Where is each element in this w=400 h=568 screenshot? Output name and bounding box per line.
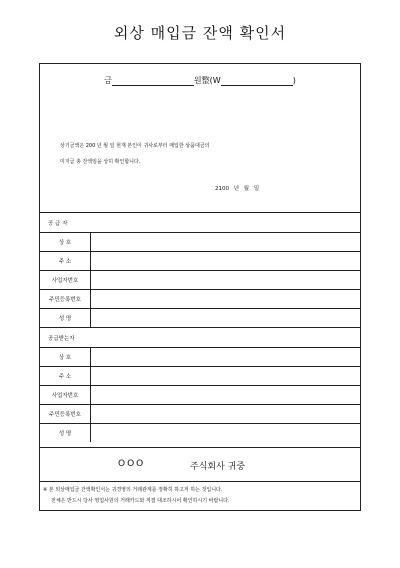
receiver-row-company[interactable]: [40, 347, 360, 366]
supplier-label-name: 성 명: [40, 309, 91, 327]
amount-prefix: 금: [104, 76, 112, 85]
receiver-row-bizno[interactable]: [40, 385, 360, 404]
receiver-label-bizno: 사업자번호: [40, 386, 91, 404]
supplier-value-name[interactable]: [91, 309, 360, 327]
notice-line-2: 전체은 반드시 당사 영업사원의 거래카드와 직접 대조하시어 확인하시기 바랍니다.: [51, 498, 230, 504]
supplier-label-address: 주 소: [40, 252, 91, 270]
receiver-label-address: 주 소: [40, 367, 91, 385]
recipient-company: 주식회사 귀중: [190, 462, 246, 472]
supplier-row-bizno[interactable]: [40, 270, 360, 289]
receiver-label-company: 상 호: [40, 348, 91, 366]
receiver-row-name[interactable]: [40, 423, 360, 442]
supplier-label-company: 상 호: [40, 233, 91, 251]
document-title: 외상 매입금 잔액 확인서: [113, 24, 287, 42]
supplier-value-company[interactable]: [91, 233, 360, 251]
statement-line-2: 미지급 총 잔액임을 상히 확인합니다.: [60, 159, 141, 165]
receiver-value-company[interactable]: [91, 348, 360, 366]
receiver-label-rrn: 주민등록번호: [40, 405, 91, 423]
receiver-value-bizno[interactable]: [91, 386, 360, 404]
supplier-value-rrn[interactable]: [91, 290, 360, 308]
supplier-row-name[interactable]: [40, 308, 360, 327]
supplier-heading: 공 급 자: [40, 212, 360, 232]
supplier-label-rrn: 주민등록번호: [40, 290, 91, 308]
supplier-label-bizno: 사업자번호: [40, 271, 91, 289]
receiver-row-address[interactable]: [40, 366, 360, 385]
amount-blank-korean[interactable]: [112, 77, 194, 86]
receiver-row-rrn[interactable]: [40, 404, 360, 423]
amount-suffix: ): [292, 76, 296, 85]
supplier-row-rrn[interactable]: [40, 289, 360, 308]
notice-box: [40, 481, 360, 512]
receiver-label-name: 성 명: [40, 424, 91, 442]
supplier-row-address[interactable]: [40, 251, 360, 270]
recipient-name: OOO: [118, 459, 146, 469]
receiver-value-name[interactable]: [91, 424, 360, 442]
signature-row: [40, 447, 360, 481]
amount-blank-numeric[interactable]: [221, 77, 293, 86]
issue-date: 2100 년 월 일: [215, 186, 260, 192]
receiver-heading: 공급받는자: [40, 327, 360, 347]
amount-line: [40, 75, 360, 86]
notice-line-1: ※ 본 외상매입금 잔액확인서는 귀경영의 거래관계를 정확히 하고저 하는 것입니다.: [43, 487, 223, 493]
supplier-value-bizno[interactable]: [91, 271, 360, 289]
receiver-value-address[interactable]: [91, 367, 360, 385]
statement-line-1: 상기금액은 200 년 월 일 현재 본인이 귀사로부터 매입한 상품대금의: [60, 143, 210, 149]
confirmation-statement: [60, 138, 209, 170]
supplier-row-company[interactable]: [40, 232, 360, 251]
amount-mid: 원整(W: [193, 76, 221, 85]
receiver-value-rrn[interactable]: [91, 405, 360, 423]
confirmation-form: [39, 63, 361, 511]
supplier-value-address[interactable]: [91, 252, 360, 270]
